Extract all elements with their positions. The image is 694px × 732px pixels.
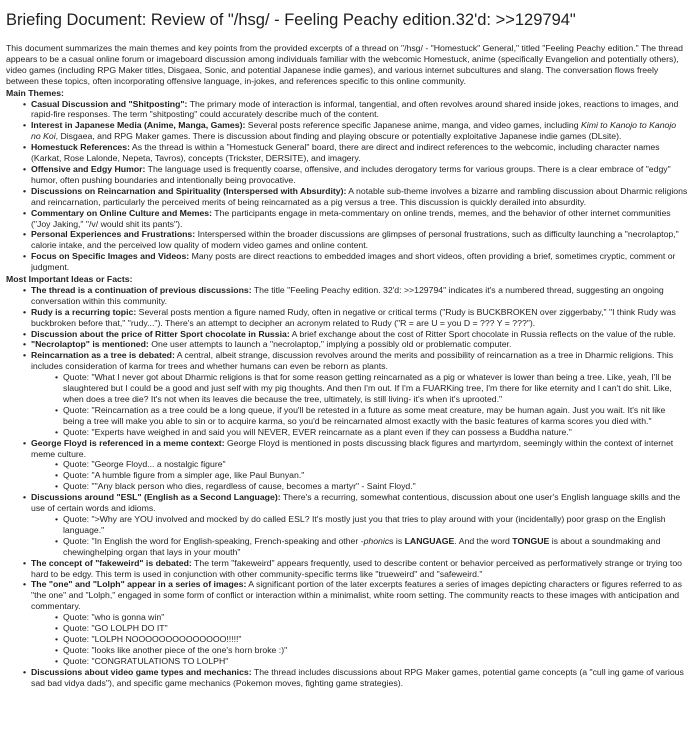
idea-item — [6, 492, 688, 557]
quote-text: Quote: "What I never got about Dharmic religions is that for some reason getting reincarnated as a pig or whatever is lower than being a tree. Like, yeah, I'll be slaughtered but I could be a good and just self with my pig thoughts. And then I'm out. If I'm a FUARKing tree, I'm there for like eternity and I can't do shit. Like, when does a tree die? It's not when its leaves die because the tree, ultimately, is still living- it's when it's uprooted." — [63, 372, 672, 404]
theme-text: Several posts reference specific Japanese anime, manga, and video games, including — [245, 120, 581, 131]
idea-item — [6, 350, 688, 437]
idea-text: A significant portion of the later excerpts features a series of images depicting characters or figures referred to as "the one" and "Lolph," engaged in some form of conflict or interaction within a minimalist, white room setting. The community reacts to these images with anticipation and commentary. — [31, 579, 682, 612]
idea-text: There's a recurring, somewhat contentious, discussion about one user's English language skills and the use of certain words and idioms. — [31, 492, 681, 514]
theme-label: Casual Discussion and "Shitposting": — [31, 98, 188, 109]
document-title: Briefing Document: Review of "/hsg/ - Feeling Peachy edition.32'd: >>129794" — [6, 11, 576, 29]
quote-item — [6, 459, 688, 470]
theme-text: The language used is frequently coarse, offensive, and includes derogatory terms for various groups. There is a clear embrace of "edgy" humor, often pushing boundaries and intentionally being provocative. — [31, 163, 671, 185]
quote-text: Quote: "who is gonna win" — [63, 612, 165, 623]
quote-text: Quote: ">Why are YOU involved and mocked by do called ESL? It's mostly just you that tries to play around with your (incidentally) poor grasp on the English language." — [63, 513, 666, 535]
quote-item — [6, 481, 688, 492]
quote-bold-text: TONGUE — [512, 535, 550, 546]
idea-label: Rudy is a recurring topic: — [31, 306, 137, 317]
quote-text: Quote: "In English the word for English-speaking, French-speaking and other — [63, 535, 361, 546]
idea-label: "Necrolaptop" is mentioned: — [31, 339, 149, 350]
theme-text: A notable sub-theme involves a bizarre and rambling discussion about Dharmic religions and reincarnation, particularly the perceived merits of being reincarnated as a pig versus a tree. This discussion is quickly derailed into absurdity. — [31, 185, 688, 207]
theme-label: Commentary on Online Culture and Memes: — [31, 207, 213, 218]
quote-list — [31, 372, 688, 437]
theme-item — [6, 186, 688, 208]
idea-text: Several posts mention a figure named Rudy, often in negative or critical terms ("Rudy is BUCKBROKEN over ziggerbaby," "I think Rudy was buckbroken before that," "rudy..."). There's an attempt to decipher an acronym related to Rudy ("R = are U = you D = ??? Y = ???"). — [31, 306, 676, 328]
idea-item — [6, 558, 688, 580]
quote-item — [6, 405, 688, 427]
important-ideas-heading: Most Important Ideas or Facts: — [6, 274, 133, 285]
theme-text: As the thread is within a "Homestuck General" board, there are direct and indirect references to the webcomic, including character names (Karkat, Rose Lalonde, Nepeta, Tavros), concepts (Trickster, DERSITE), and imagery. — [31, 142, 660, 164]
idea-text: A central, albeit strange, discussion revolves around the merits and possibility of reincarnation as a tree in Dharmic religions. This includes consideration of karma for trees and whether humans can even be reborn as plants. — [31, 350, 674, 372]
idea-text: The thread includes discussions about RPG Maker games, potential game concepts (a "cull ing game of various sad bad vidya dads"), and specific game mechanics (Pokemon moves, fighting game strategies). — [31, 666, 684, 688]
theme-text: The primary mode of interaction is informal, tangential, and often revolves around shared inside jokes, reactions to images, and rapid-fire responses. The term "shitposting" could accurately describe much of the content. — [31, 98, 679, 120]
theme-item — [6, 229, 688, 251]
quote-item — [6, 612, 688, 623]
theme-text: Interspersed within the broader discussions are glimpses of personal frustrations, such as difficulty launching a "necrolaptop," calorie intake, and the perceived low quality of modern video games and online content. — [31, 229, 679, 251]
idea-item — [6, 307, 688, 329]
theme-label: Focus on Specific Images and Videos: — [31, 251, 190, 262]
idea-text: The term "fakeweird" appears frequently, used to describe content or behavior perceived as performatively strange or trying too hard to be edgy. This term is used in conjunction with other community-specific terms like "trueweird" and "safeweird." — [31, 557, 682, 579]
quote-item — [6, 536, 688, 558]
idea-label: George Floyd is referenced in a meme context: — [31, 437, 225, 448]
idea-text: George Floyd is mentioned in posts discussing black figures and martyrdom, seemingly within the context of internet meme culture. — [31, 437, 674, 459]
theme-item — [6, 99, 688, 121]
idea-item — [6, 438, 688, 493]
quote-text: Quote: "A humble figure from a simpler age, like Paul Bunyan." — [63, 470, 305, 481]
quote-item — [6, 645, 688, 656]
quote-text: Quote: ""Any black person who dies, regardless of cause, becomes a martyr" - Saint Floyd." — [63, 481, 416, 492]
quote-list — [31, 612, 688, 667]
quote-item — [6, 634, 688, 645]
idea-label: The thread is a continuation of previous discussions: — [31, 284, 252, 295]
idea-label: The concept of "fakeweird" is debated: — [31, 557, 192, 568]
intro-paragraph: This document summarizes the main themes and key points from the provided excerpts of a thread on "/hsg/ - "Homestuck" General," titled "Feeling Peachy edition." The thread appears to be a casual online forum or imageboard discussion among individuals familiar with the webcomic Homestuck, anime (specifically Evangelion and potentially others), video games (including RPG Maker titles, Disgaea, Sonic, and potential Japanese indie games), and various internet subcultures and slang. The conversation flows freely between these topics, often incorporating offensive language, in-jokes, and references specific to this online community. — [6, 43, 683, 86]
idea-label: The "one" and "Lolph" appear in a series of images: — [31, 579, 247, 590]
theme-label: Homestuck References: — [31, 142, 130, 153]
quote-bold-text: LANGUAGE — [404, 535, 455, 546]
quote-text: Quote: "LOLPH NOOOOOOOOOOOOOO!!!!!" — [63, 633, 242, 644]
quote-text: is about a soundmaking and chewinghelping organ that lays in your mouth" — [63, 535, 661, 557]
theme-label: Interest in Japanese Media (Anime, Manga, Games): — [31, 120, 246, 131]
theme-label: Discussions on Reincarnation and Spirituality (Interspersed with Absurdity): — [31, 185, 347, 196]
theme-item — [6, 142, 688, 164]
quote-italic-text: -phonic — [360, 535, 390, 546]
idea-label: Discussions around "ESL" (English as a Second Language): — [31, 492, 281, 503]
idea-item — [6, 579, 688, 666]
quote-item — [6, 427, 688, 438]
quote-text: Quote: "Reincarnation as a tree could be a long queue, if you'll be retested in a future as some meat creature, may be human again. Just you wait. It's nit like being a tree will make you able to sin or to acquire karma, so you'd be reincarnated almost exactly with the basic features of karma scores you died with." — [63, 404, 666, 426]
idea-label: Reincarnation as a tree is debated: — [31, 350, 175, 361]
theme-text: , Disgaea, and RPG Maker games. There is discussion about finding and playing obscure or potentially exploitative Japanese indie games (DLsite). — [55, 131, 622, 142]
idea-label: Discussions about video game types and mechanics: — [31, 666, 252, 677]
quote-list — [31, 514, 688, 558]
theme-item — [6, 120, 688, 142]
important-ideas-list — [6, 285, 688, 689]
quote-list — [31, 459, 688, 492]
idea-label: Discussion about the price of Ritter Sport chocolate in Russia: — [31, 328, 290, 339]
quote-text: Quote: "George Floyd... a nostalgic figure" — [63, 459, 226, 470]
idea-item — [6, 339, 688, 350]
quote-text: Quote: "GO LOLPH DO IT" — [63, 623, 168, 634]
quote-text: Quote: "Experts have weighed in and said you will NEVER, EVER reincarnate as a plant even if they can possess a Buddha nature." — [63, 426, 572, 437]
quote-text: Quote: "looks like another piece of the one's horn broke :)" — [63, 644, 288, 655]
quote-text: . And the word — [454, 535, 513, 546]
idea-text: The title "Feeling Peachy edition. 32'd: >>129794" indicates it's a numbered thread, suggesting an ongoing conversation within this community. — [31, 284, 664, 306]
theme-item — [6, 251, 688, 273]
main-themes-heading: Main Themes: — [6, 87, 64, 98]
theme-item — [6, 164, 688, 186]
quote-item — [6, 656, 688, 667]
quote-item — [6, 470, 688, 481]
quote-item — [6, 623, 688, 634]
quote-item — [6, 514, 688, 536]
theme-text: The participants engage in meta-commentary on online trends, memes, and the behavior of other internet communities ("Joy Jaking," "/v/ would shit its pants"). — [31, 207, 671, 229]
idea-text: One user attempts to launch a "necrolaptop," implying a possibly old or problematic computer. — [148, 339, 512, 350]
quote-text: s is — [389, 535, 405, 546]
quote-item — [6, 372, 688, 405]
idea-item — [6, 667, 688, 689]
theme-label: Offensive and Edgy Humor: — [31, 163, 146, 174]
idea-item — [6, 285, 688, 307]
quote-text: Quote: "CONGRATULATIONS TO LOLPH" — [63, 655, 229, 666]
theme-italic-text: Kimi to Kanojo to Kanojo no Koi — [31, 120, 677, 142]
theme-item — [6, 208, 688, 230]
idea-text: A brief exchange about the cost of Ritter Sport chocolate in Russia reflects on the value of the ruble. — [289, 328, 676, 339]
idea-item — [6, 329, 688, 340]
main-themes-list — [6, 99, 688, 274]
theme-label: Personal Experiences and Frustrations: — [31, 229, 196, 240]
theme-text: Many posts are direct reactions to embedded images and short videos, often providing a brief, sometimes cryptic, comment or judgment. — [31, 251, 676, 273]
